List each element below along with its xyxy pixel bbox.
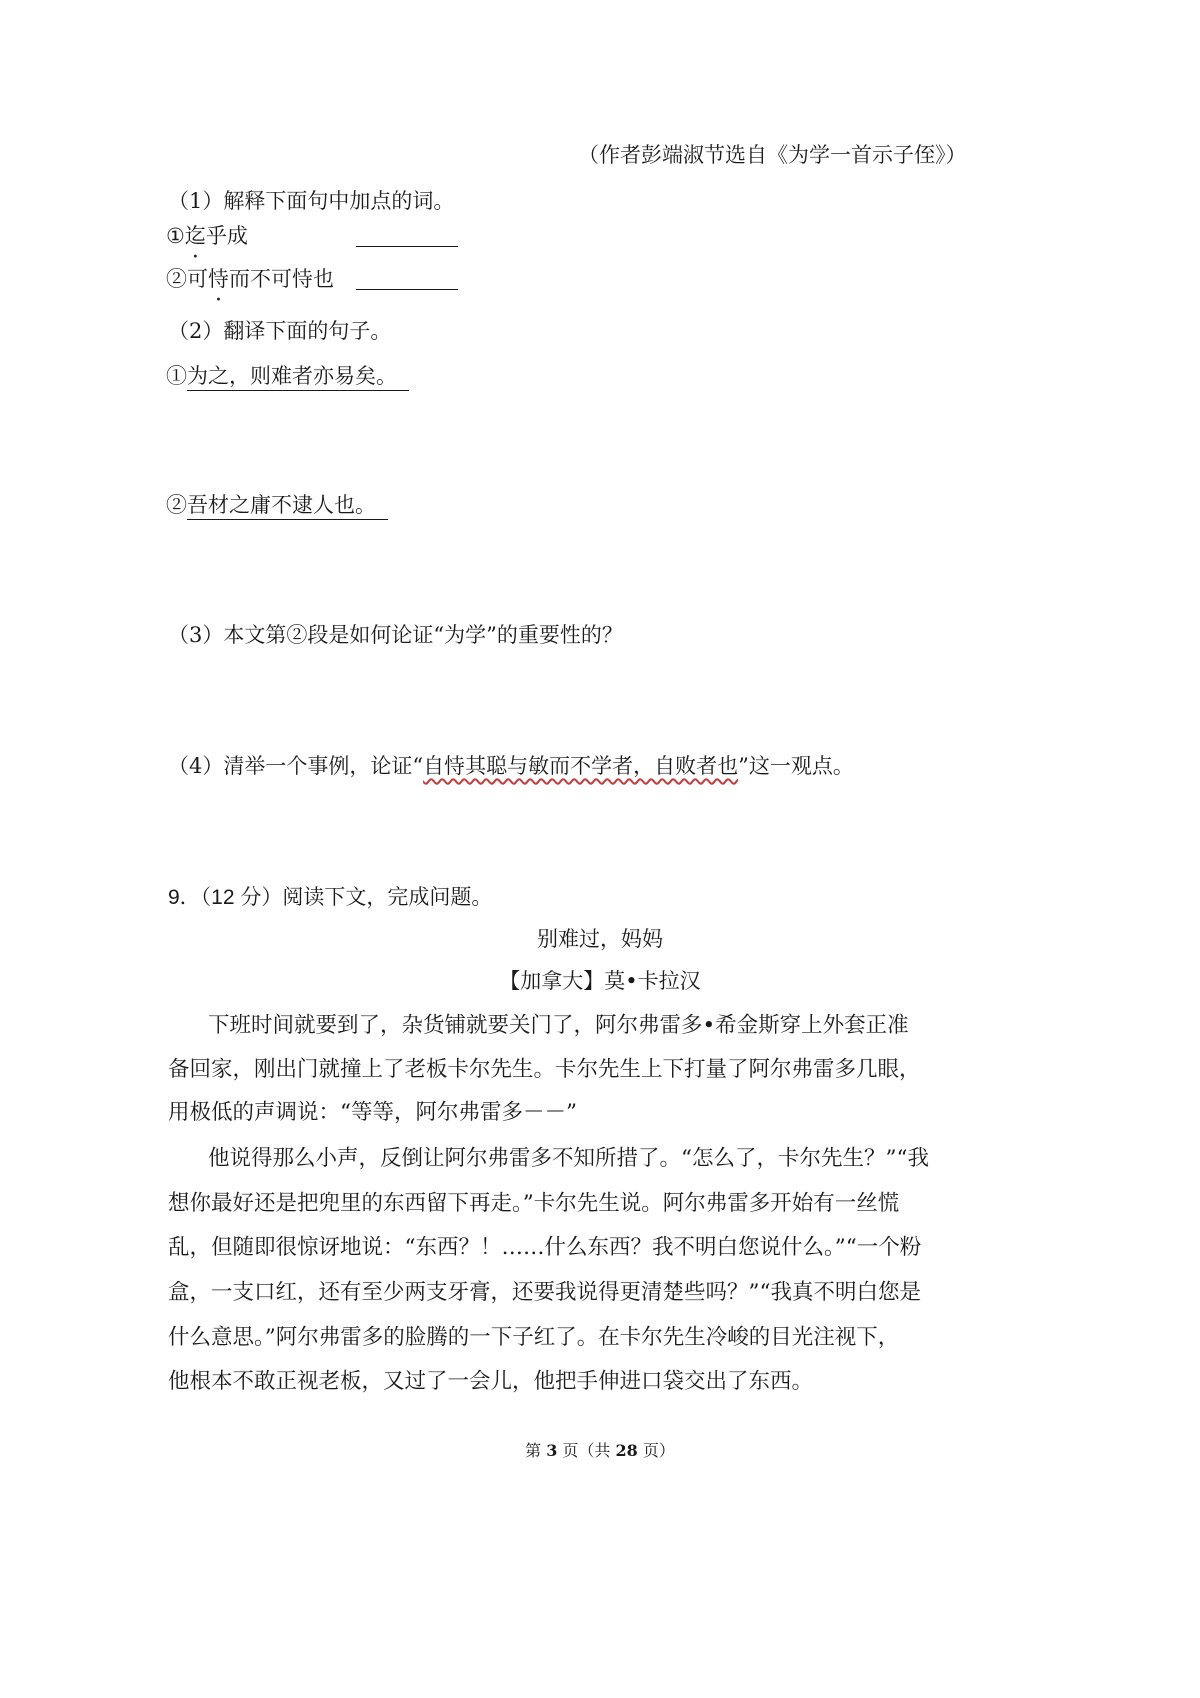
q2-sentence-1-num: ① bbox=[166, 364, 187, 388]
q2-sentence-2-num: ② bbox=[166, 493, 187, 517]
q4-prompt-end: ”这一观点。 bbox=[738, 754, 854, 778]
article-line-1: 下班时间就要到了，杂货铺就要关门了，阿尔弗雷多•希金斯穿上外套正准 bbox=[208, 1013, 909, 1038]
page-footer bbox=[0, 1438, 1200, 1461]
footer-prefix: 第 bbox=[525, 1441, 547, 1460]
q2-prompt: （2）翻译下面的句子。 bbox=[168, 319, 392, 343]
article-title: 别难过，妈妈 bbox=[537, 927, 663, 951]
q1-answer-blank-2[interactable] bbox=[356, 271, 458, 290]
q1-item-2-dotted: 恃 bbox=[208, 267, 229, 291]
q1-answer-blank-1[interactable] bbox=[356, 228, 458, 247]
q1-prompt: （1）解释下面句中加点的词。 bbox=[168, 189, 455, 213]
footer-middle: 页（共 bbox=[557, 1441, 616, 1460]
article-author: 【加拿大】莫•卡拉汉 bbox=[499, 969, 701, 993]
q3-prompt: （3）本文第②段是如何论证“为学”的重要性的？ bbox=[168, 623, 623, 647]
q1-item-2-rest: 而不可恃也 bbox=[229, 267, 334, 291]
q1-item-1-num: ① bbox=[166, 224, 185, 248]
q2-sentence-1-text: 为之，则难者亦易矣。 bbox=[187, 364, 409, 391]
article-line-8: 什么意思。”阿尔弗雷多的脸腾的一下子红了。在卡尔先生冷峻的目光注视下， bbox=[168, 1325, 900, 1350]
article-line-3: 用极低的声调说：“等等，阿尔弗雷多－－” bbox=[168, 1100, 577, 1125]
footer-total-pages: 28 bbox=[615, 1441, 638, 1460]
q1-item-1-rest: 乎成 bbox=[205, 224, 248, 248]
article-line-5: 想你最好还是把兜里的东西留下再走。”卡尔先生说。阿尔弗雷多开始有一丝慌 bbox=[168, 1191, 900, 1216]
article-line-4: 他说得那么小声，反倒让阿尔弗雷多不知所措了。“怎么了，卡尔先生？”“我 bbox=[208, 1146, 929, 1171]
article-line-6: 乱，但随即很惊讶地说：“东西？！……什么东西？我不明白您说什么。”“一个粉 bbox=[168, 1235, 922, 1260]
q1-item-1 bbox=[166, 221, 248, 251]
q2-sentence-2 bbox=[166, 490, 388, 520]
article-line-2: 备回家，刚出门就撞上了老板卡尔先生。卡尔先生上下打量了阿尔弗雷多几眼， bbox=[168, 1057, 921, 1082]
q9-header: 9．（12 分）阅读下文，完成问题。 bbox=[168, 886, 493, 909]
q1-item-2 bbox=[166, 264, 334, 294]
q1-item-1-dotted: 迄 bbox=[184, 224, 206, 248]
q4-quoted-view: 自恃其聪与敏而不学者，自败者也 bbox=[423, 754, 739, 778]
q1-item-2-pre: ②可 bbox=[166, 267, 208, 291]
article-line-7: 盒，一支口红，还有至少两支牙膏，还要我说得更清楚些吗？”“我真不明白您是 bbox=[168, 1280, 921, 1305]
q2-sentence-1 bbox=[166, 361, 409, 391]
footer-page-number: 3 bbox=[546, 1441, 558, 1460]
source-note: （作者彭端淑节选自《为学一首示子侄》） bbox=[578, 143, 967, 167]
footer-suffix: 页） bbox=[637, 1441, 675, 1460]
q2-sentence-2-text: 吾材之庸不逮人也。 bbox=[187, 493, 388, 520]
article-line-9: 他根本不敢正视老板，又过了一会儿，他把手伸进口袋交出了东西。 bbox=[168, 1369, 814, 1394]
q4-prompt bbox=[168, 751, 854, 781]
q4-prompt-start: （4）清举一个事例，论证“ bbox=[168, 754, 424, 778]
